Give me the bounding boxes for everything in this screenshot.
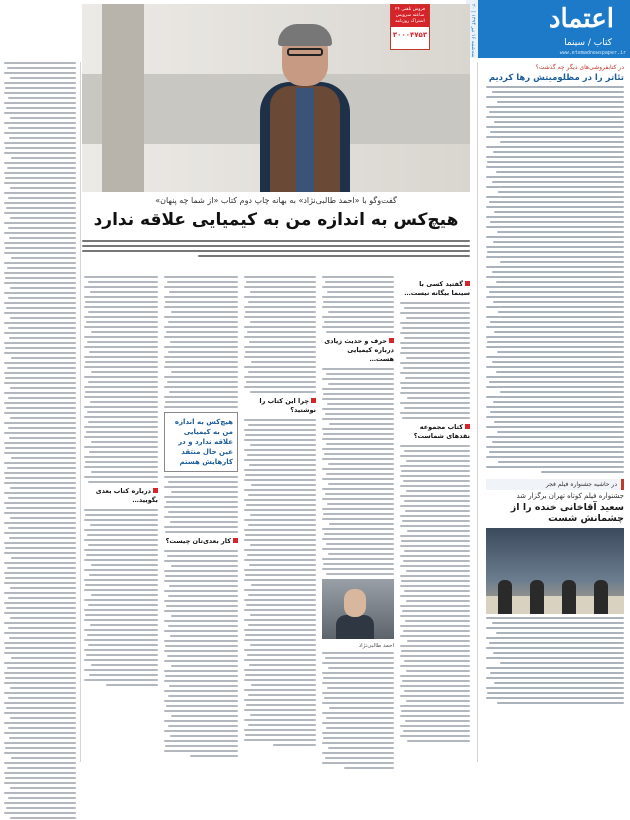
interview-question: حرف و حدیث زیادی درباره کیمیایی هست… [324, 337, 394, 363]
right-kicker: در کتابفروشی‌های دیگر چه گذشت؟ [535, 64, 624, 71]
masthead [478, 0, 630, 58]
article-column-5 [84, 276, 158, 816]
right-article-body-2 [486, 617, 624, 704]
ad-phone-number: ۳۰۰۰۴۷۵۳ [392, 31, 428, 39]
press-conference-photo [486, 528, 624, 614]
right-headline: سعید آقاخانی خنده را از چشمانش شست [510, 502, 624, 524]
right-column [480, 60, 630, 760]
left-column [4, 62, 76, 812]
headline-kicker: گفت‌وگو با «احمد طالبی‌نژاد» به بهانه چاپ دوم کتاب «از شما چه پنهان» [155, 196, 397, 205]
interview-question: درباره کتاب بعدی بگویید… [95, 487, 158, 504]
interview-question: گفتید کسی با سینما بیگانه نیست… [404, 280, 470, 297]
column-divider [477, 62, 478, 762]
section-label: کتاب / سینما [564, 38, 612, 48]
article-column-1 [400, 276, 470, 816]
right-subtitle: جشنواره فیلم کوتاه تهران برگزار شد [516, 492, 624, 500]
column-divider [80, 62, 81, 762]
author-portrait-photo [322, 579, 394, 639]
right-article-body [486, 86, 624, 473]
right-title: تئاتر را در مظلومیتش رها کردیم [488, 73, 624, 83]
newspaper-logo: اعتماد [548, 4, 614, 34]
article-column-2 [322, 276, 394, 816]
pull-quote: هیچ‌کس به اندازه من به کیمیایی علاقه ندارد و در عین حال منتقد کارهایش هستم [164, 412, 238, 472]
subscription-ad [390, 4, 430, 50]
interview-question: چرا این کتاب را نوشتید؟ [259, 397, 316, 414]
website-url: www.etemadnewspaper.ir [559, 50, 626, 56]
lead-paragraph [82, 240, 470, 268]
ad-text: فروش تلفنی ۲۴ ساعته سرویس اشتراک روزنامه [391, 5, 429, 27]
section-tag: در حاشیه جشنواره فیلم فجر [486, 479, 624, 490]
interview-question: کار بعدی‌تان چیست؟ [164, 537, 238, 546]
interview-question: کتاب مجموعه نقدهای شماست؟ [413, 423, 470, 440]
article-column-4 [164, 276, 238, 816]
photo-caption: احمد طالبی‌نژاد [358, 643, 394, 649]
main-headline: هیچ‌کس به اندازه من به کیمیایی علاقه ندارد [93, 210, 459, 230]
article-column-3 [244, 276, 316, 816]
issue-line: سه‌شنبه ۱۶ تیر ۱۳۹۴ | ۲۰ [470, 4, 476, 58]
